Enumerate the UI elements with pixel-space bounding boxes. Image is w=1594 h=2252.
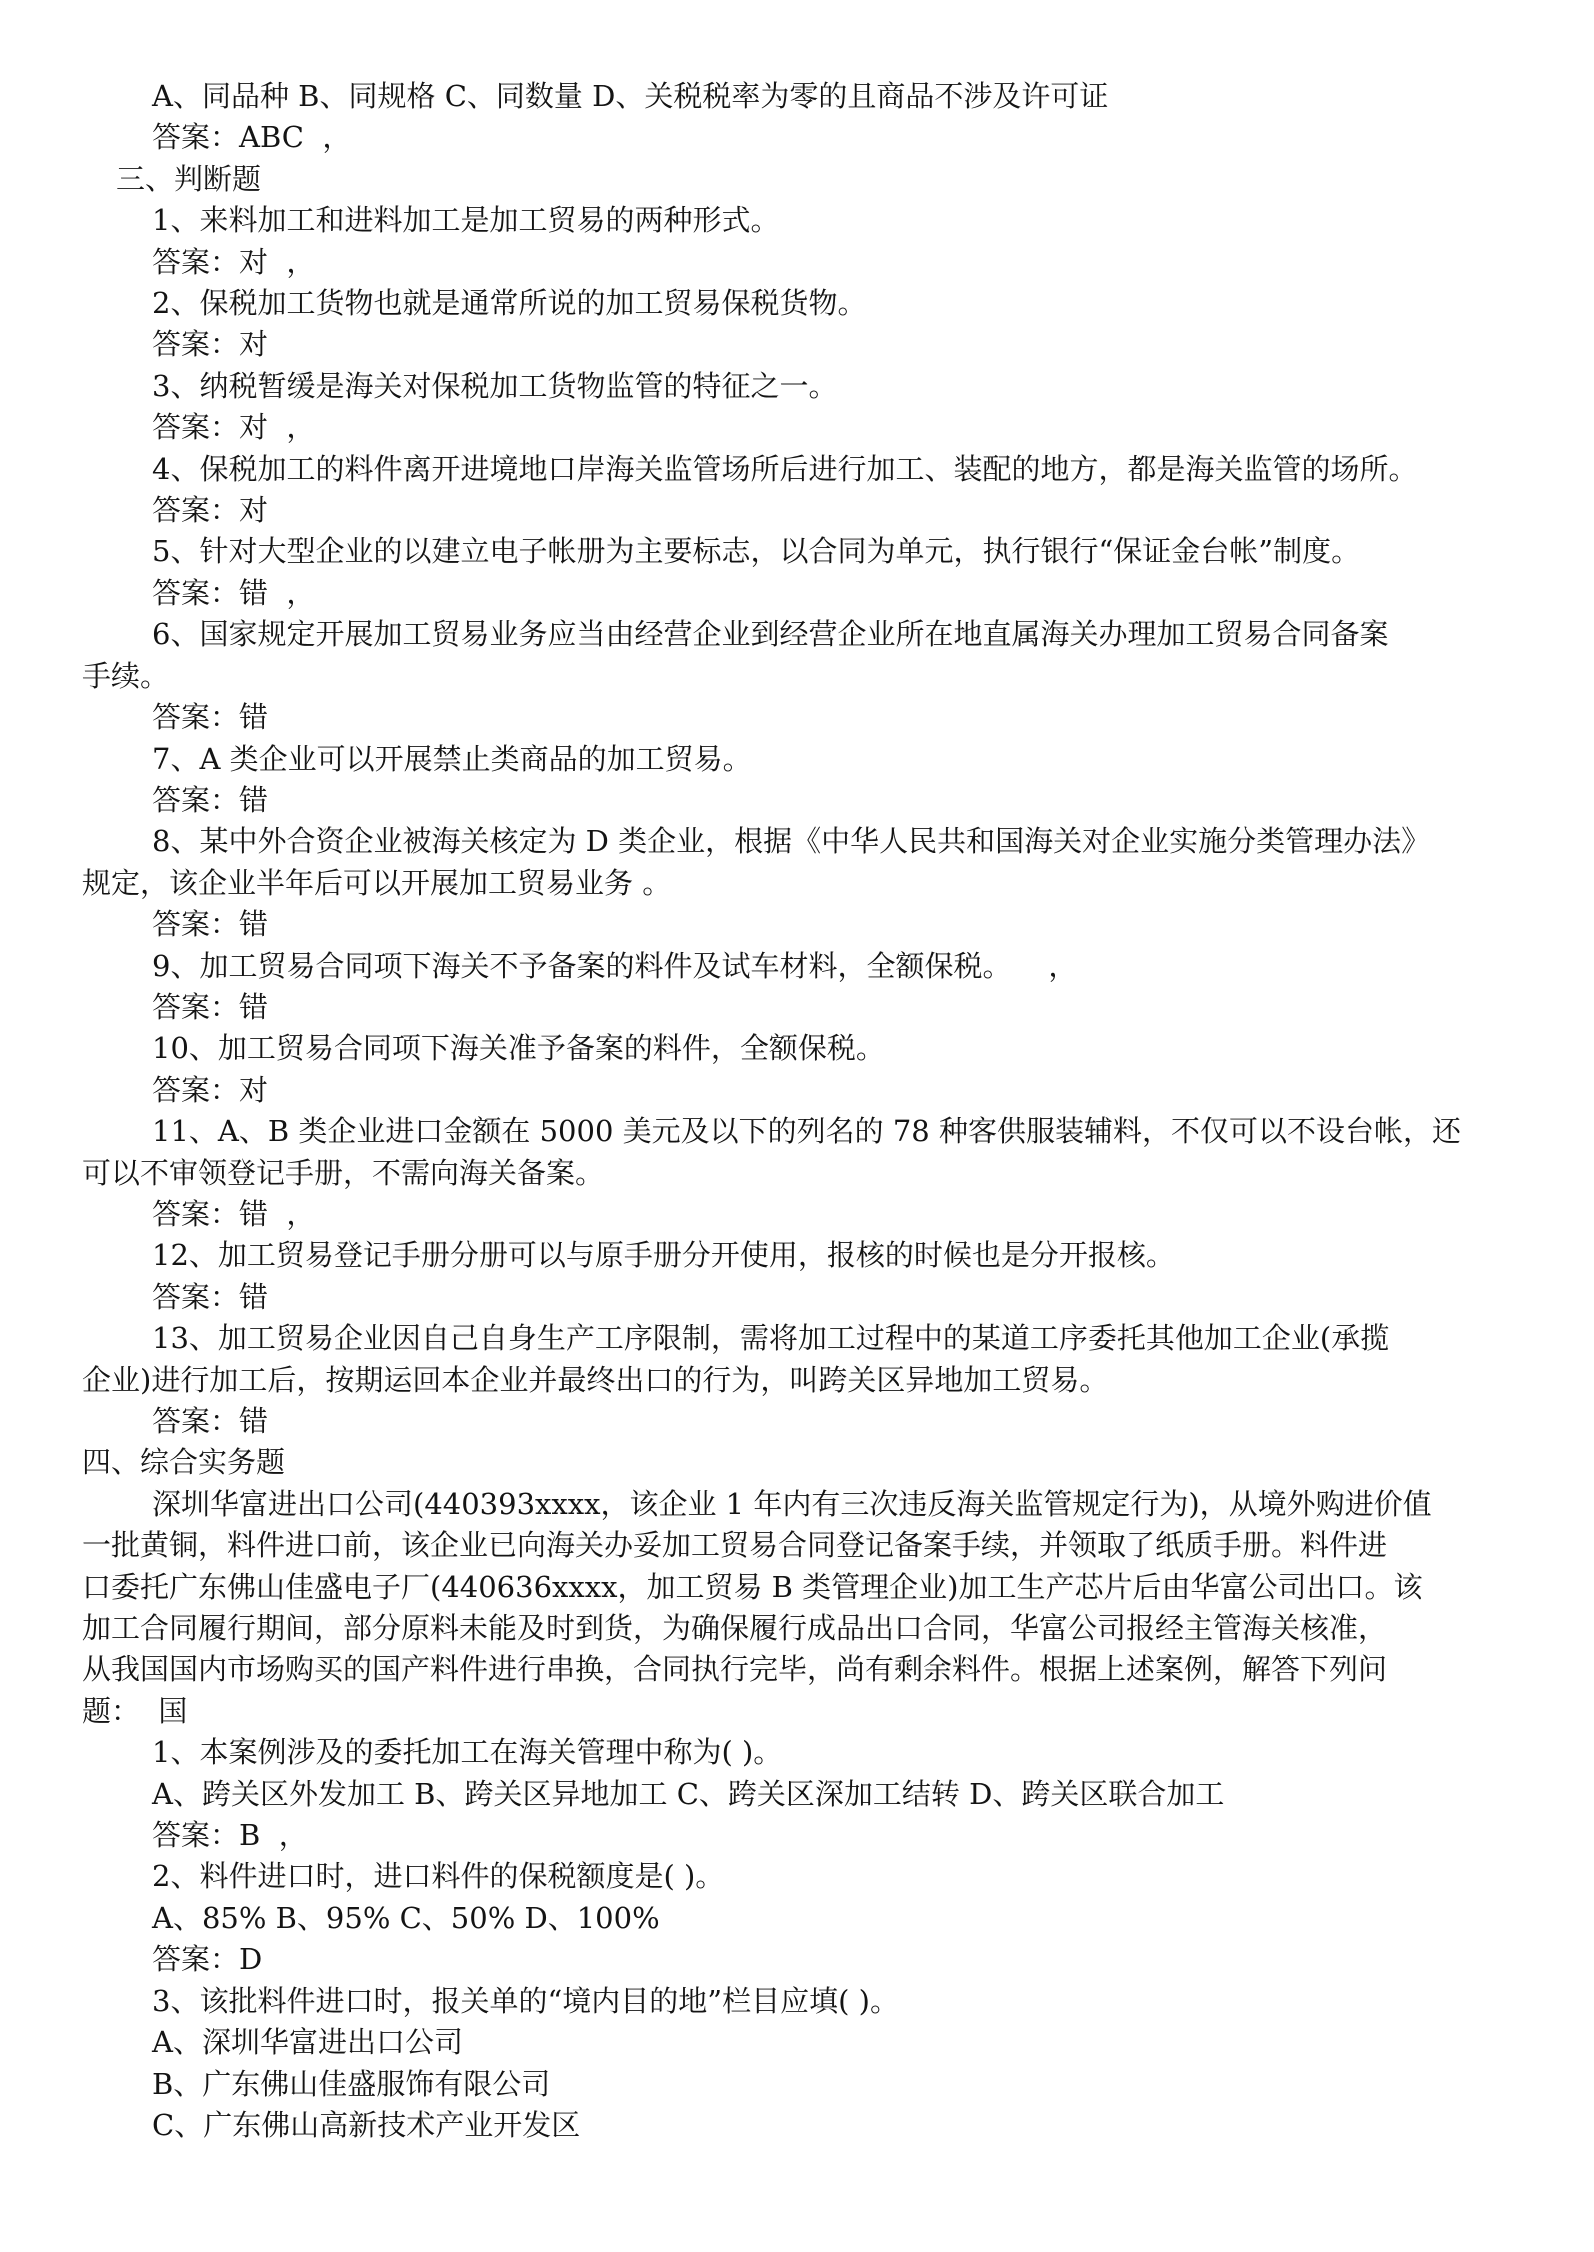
text-line: C、广东佛山高新技术产业开发区 (152, 2107, 581, 2142)
text-line: 企业)进行加工后，按期运回本企业并最终出口的行为，叫跨关区异地加工贸易。 (82, 1362, 1109, 1397)
text-line: 答案：错 (152, 700, 269, 735)
text-line: 手续。 (82, 658, 170, 693)
text-line: 12、加工贸易登记手册分册可以与原手册分开使用，报核的时候也是分开报核。 (152, 1238, 1175, 1273)
text-line: 答案：对 (152, 493, 269, 528)
text-line: 13、加工贸易企业因自己自身生产工序限制，需将加工过程中的某道工序委托其他加工企业(承揽 (152, 1321, 1390, 1356)
text-line: 8、某中外合资企业被海关核定为 D 类企业，根据《中华人民共和国海关对企业实施分类管理办法》 (152, 824, 1431, 859)
text-line: 规定，该企业半年后可以开展加工贸易业务 。 (82, 865, 672, 900)
text-line: 10、加工贸易合同项下海关准予备案的料件，全额保税。 (152, 1031, 885, 1066)
text-line: A、85% B、95% C、50% D、100% (152, 1900, 660, 1935)
text-line: 3、该批料件进口时，报关单的“境内目的地”栏目应填( )。 (152, 1983, 899, 2018)
text-line: 深圳华富进出口公司(440393xxxx，该企业 1 年内有三次违反海关监管规定行为)，从境外购进价值 (152, 1486, 1432, 1521)
text-line: 答案：错 ， (152, 575, 316, 610)
text-line: 答案：ABC ， (152, 120, 352, 155)
text-line: 加工合同履行期间，部分原料未能及时到货，为确保履行成品出口合同，华富公司报经主管海关核准， (82, 1611, 1388, 1646)
text-line: 5、针对大型企业的以建立电子帐册为主要标志，以合同为单元，执行银行“保证金台帐”制度。 (152, 534, 1361, 569)
section-heading: 三、判断题 (116, 161, 262, 196)
text-line: A、深圳华富进出口公司 (152, 2025, 463, 2060)
text-line: 答案：对 ， (152, 410, 316, 445)
text-line: 答案：对 (152, 327, 269, 362)
text-line: A、跨关区外发加工 B、跨关区异地加工 C、跨关区深加工结转 D、跨关区联合加工 (152, 1776, 1225, 1811)
text-line: 2、料件进口时，进口料件的保税额度是( )。 (152, 1859, 725, 1894)
text-line: 答案：对 (152, 1072, 269, 1107)
text-line: 9、加工贸易合同项下海关不予备案的料件及试车材料，全额保税。 ， (152, 948, 1078, 983)
text-line: 4、保税加工的料件离开进境地口岸海关监管场所后进行加工、装配的地方，都是海关监管的场所。 (152, 451, 1418, 486)
text-line: 1、来料加工和进料加工是加工贸易的两种形式。 (152, 203, 780, 238)
text-line: 3、纳税暂缓是海关对保税加工货物监管的特征之一。 (152, 368, 838, 403)
text-line: 答案：B ， (152, 1818, 308, 1853)
text-line: 7、A 类企业可以开展禁止类商品的加工贸易。 (152, 741, 752, 776)
text-line: 1、本案例涉及的委托加工在海关管理中称为( )。 (152, 1735, 783, 1770)
text-line: 答案：D (152, 1942, 263, 1977)
text-line: B、广东佛山佳盛服饰有限公司 (152, 2066, 551, 2101)
text-line: 答案：对 ， (152, 244, 316, 279)
text-line: 答案：错 (152, 989, 269, 1024)
text-line: 从我国国内市场购买的国产料件进行串换，合同执行完毕，尚有剩余料件。根据上述案例，解答下列问 (82, 1652, 1388, 1687)
text-line: 答案：错 (152, 782, 269, 817)
text-line: 答案：错 (152, 1279, 269, 1314)
text-line: 答案：错 (152, 1404, 269, 1438)
text-line: 答案：错 ， (152, 1196, 316, 1231)
text-line: 2、保税加工货物也就是通常所说的加工贸易保税货物。 (152, 286, 867, 321)
text-line: 题： 国 (82, 1693, 188, 1728)
text-line: 6、国家规定开展加工贸易业务应当由经营企业到经营企业所在地直属海关办理加工贸易合同备案 (152, 617, 1389, 652)
text-line: 可以不审领登记手册，不需向海关备案。 (82, 1155, 605, 1190)
text-line: 11、A、B 类企业进口金额在 5000 美元及以下的列名的 78 种客供服装辅料，不仅可以不设台帐，还 (152, 1114, 1461, 1149)
text-line: 答案：错 (152, 907, 269, 942)
text-line: 口委托广东佛山佳盛电子厂(440636xxxx，加工贸易 B 类管理企业)加工生产芯片后由华富公司出口。该 (82, 1569, 1423, 1604)
text-line: 一批黄铜，料件进口前，该企业已向海关办妥加工贸易合同登记备案手续，并领取了纸质手册。料件进 (82, 1528, 1388, 1563)
text-line: A、同品种 B、同规格 C、同数量 D、关税税率为零的且商品不涉及许可证 (152, 79, 1109, 113)
section-heading: 四、综合实务题 (82, 1445, 286, 1480)
